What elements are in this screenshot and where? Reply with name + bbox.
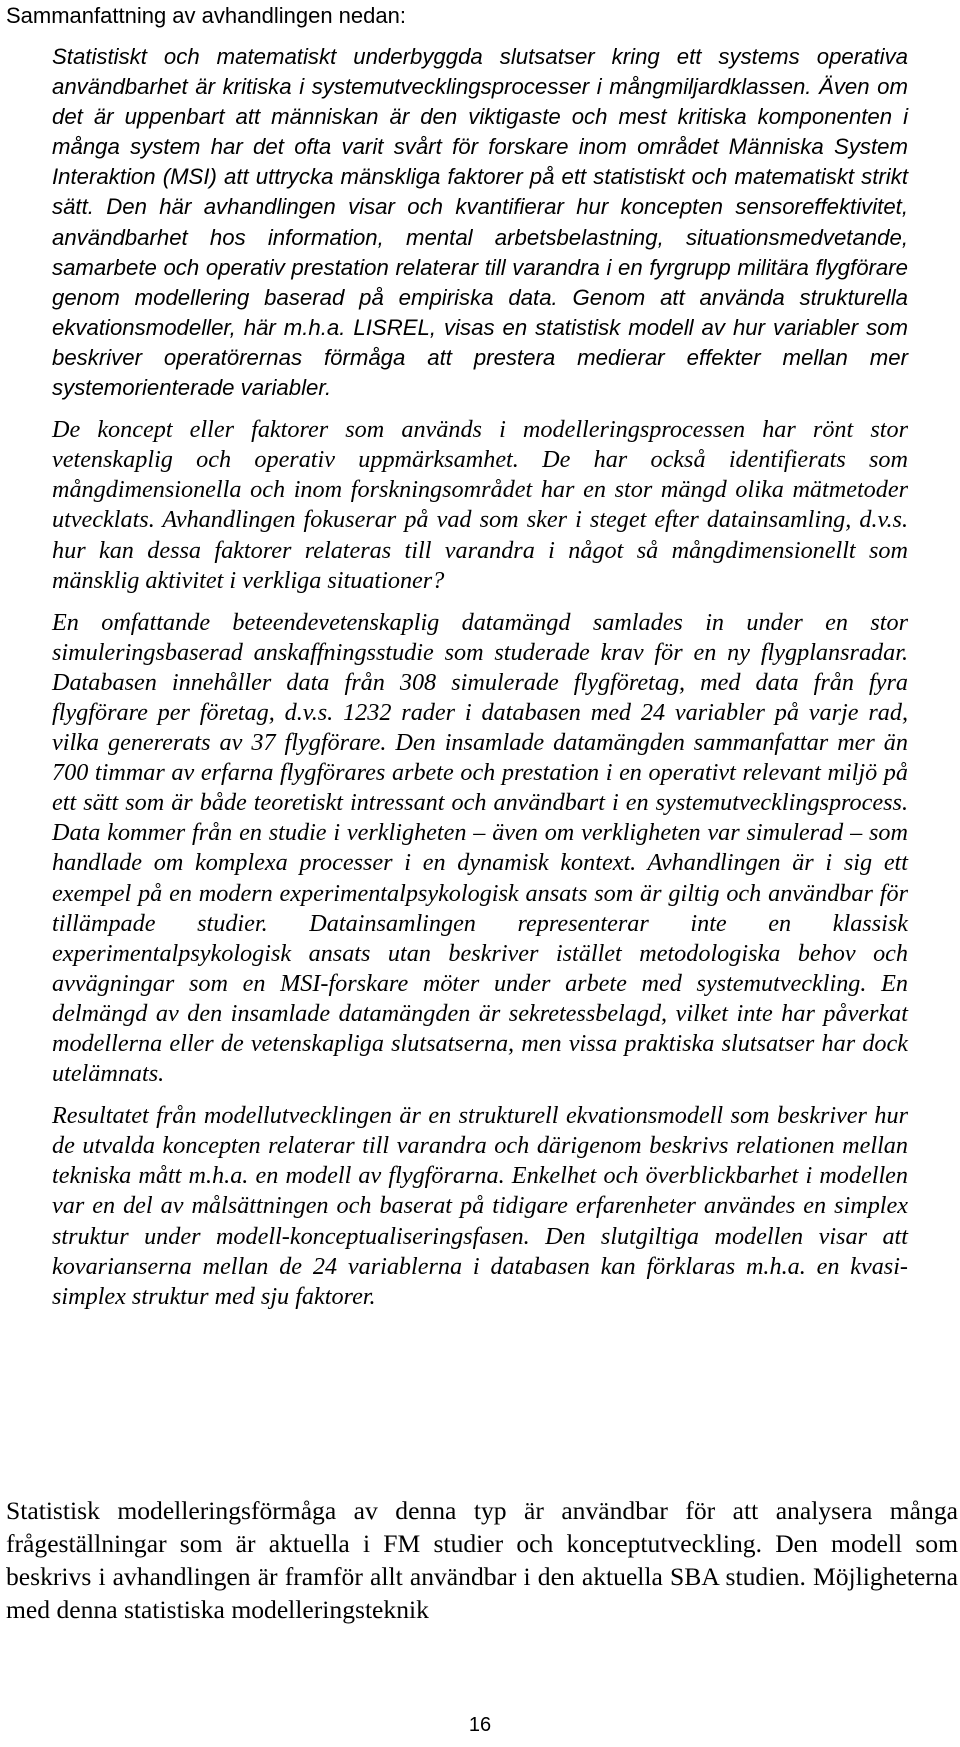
comment-paragraph: Statistisk modelleringsförmåga av denna typ är användbar för att analysera många frågeställningar som är aktuella i FM studier och konceptutveckling. Den modell som beskrivs i avhandlingen är framför allt användbar i den aktuella SBA studien. Möjligheterna med denna statistiska modelleringsteknik <box>6 1496 958 1624</box>
abstract-paragraph-2: De koncept eller faktorer som används i modelleringsprocessen har rönt stor vetenskaplig och operativ uppmärksamhet. De har också identifierats som mångdimensionella och inom forskningsområdet har en stor mängd olika mätmetoder utvecklats. Avhandlingen fokuserar på vad som sker i steget efter datainsamling, d.v.s. hur kan dessa faktorer relateras till varandra i något så mångdimensionellt som mänsklig aktivitet i verkliga situationer? <box>52 416 908 594</box>
abstract-paragraph-4: Resultatet från modellutvecklingen är en strukturell ekvationsmodell som beskriver hur de utvalda koncepten relaterar till varandra och därigenom beskrivs relationen mellan tekniska mått m.h.a. en modell av flygförarna. Enkelhet och överblickbarhet i modellen var en del av målsättningen och baserat på tidigare erfarenheter användes en simplex struktur under modell-konceptualiseringsfasen. Den slutgiltiga modellen visar att kovarianserna mellan de 24 variablerna i databasen kan förklaras m.h.a. en kvasi-simplex struktur med sju faktorer. <box>52 1102 908 1310</box>
abstract-paragraph-1: Statistiskt och matematiskt underbyggda slutsatser kring ett systems operativa användbarhet är kritiska i systemutvecklingsprocesser i mångmiljardklassen. Även om det är uppenbart att människan är den viktigaste och mest kritiska komponenten i många system har det ofta varit svårt för forskare inom området Människa System Interaktion (MSI) att uttrycka mänskliga faktorer på ett statistiskt och matematiskt strikt sätt. Den här avhandlingen visar och kvantifierar hur koncepten sensoreffektivitet, användbarhet hos information, mental arbetsbelastning, situationsmedvetande, samarbete och operativ prestation relaterar till varandra i en fyrgrupp militära flygförare genom modellering baserad på empiriska data. Genom att använda strukturella ekvationsmodeller, här m.h.a. LISREL, visas en statistisk modell av hur variabler som beskriver operatörernas förmåga att prestera medierar effekter mellan mer systemorienterade variabler. <box>52 44 908 401</box>
page-heading: Sammanfattning av avhandlingen nedan: <box>6 3 406 28</box>
page-number: 16 <box>468 1714 492 1736</box>
abstract-block <box>52 42 908 1324</box>
abstract-paragraph-3: En omfattande beteendevetenskaplig datamängd samlades in under en stor simuleringsbaserad anskaffningsstudie som studerade krav för en ny flygplansradar. Databasen innehåller data från 308 simulerade flygföretag, med data från fyra flygförare per företag, d.v.s. 1232 rader i databasen med 24 variabler på varje rad, vilka genererats av 37 flygförare. Den insamlade datamängden sammanfattar mer än 700 timmar av erfarna flygförares arbete och prestation i en operativt relevant miljö på ett sätt som är både teoretiskt intressant och användbart i en systemutvecklingsprocess. Data kommer från en studie i verkligheten – även om verkligheten var simulerad – som handlade om komplexa processer i en dynamisk kontext. Avhandlingen är i sig ett exempel på en modern experimentalpsykologisk ansats som är giltig och användbar för tillämpade studier. Datainsamlingen representerar inte en klassisk experimentalpsykologisk ansats utan beskriver istället metodologiska behov och avvägningar som en MSI-forskare möter under arbete med systemutveckling. En delmängd av den insamlade datamängden är sekretessbelagd, vilket inte har påverkat modellerna eller de vetenskapliga slutsatserna, men vissa praktiska slutsatser har dock utelämnats. <box>52 608 908 1088</box>
